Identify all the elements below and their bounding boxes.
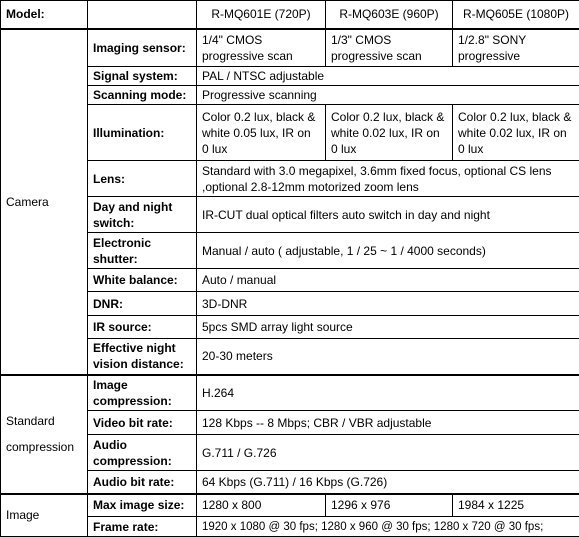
imaging-sensor-value-3: 1/2.8" SONY progressive <box>453 29 579 67</box>
white-balance-label: White balance: <box>88 269 197 292</box>
night-vision-distance-label: Effective night vision distance: <box>88 339 197 375</box>
row-night-vision-distance <box>1 339 579 375</box>
row-lens <box>1 161 579 197</box>
illumination-value-3: Color 0.2 lux, black & white 0.02 lux, IR on 0 lux <box>453 105 579 161</box>
electronic-shutter-value: Manual / auto ( adjustable, 1 / 25 ~ 1 / 4000 seconds) <box>197 233 579 269</box>
frame-rate-value: 1920 x 1080 @ 30 fps; 1280 x 960 @ 30 fps; 1280 x 720 @ 30 fps; <box>197 517 579 537</box>
group-label-camera: Camera <box>1 29 88 375</box>
day-night-label: Day and night switch: <box>88 197 197 233</box>
max-image-size-label: Max image size: <box>88 494 197 517</box>
group-label-standard: Standard <box>6 413 82 429</box>
audio-bit-rate-value: 64 Kbps (G.711) / 16 Kbps (G.726) <box>197 471 579 494</box>
day-night-value: IR-CUT dual optical filters auto switch in day and night <box>197 197 579 233</box>
max-image-size-value-2: 1296 x 976 <box>326 494 453 517</box>
audio-bit-rate-label: Audio bit rate: <box>88 471 197 494</box>
night-vision-distance-value: 20-30 meters <box>197 339 579 375</box>
model-name-2: R-MQ603E (960P) <box>326 1 453 29</box>
row-illumination <box>1 105 579 161</box>
image-compression-label: Image compression: <box>88 375 197 411</box>
model-name-3: R-MQ605E (1080P) <box>453 1 579 29</box>
header-row <box>1 1 579 29</box>
row-ir-source <box>1 316 579 339</box>
scanning-mode-label: Scanning mode: <box>88 86 197 105</box>
row-max-image-size <box>1 494 579 517</box>
ir-source-label: IR source: <box>88 316 197 339</box>
signal-system-label: Signal system: <box>88 67 197 86</box>
scanning-mode-value: Progressive scanning <box>197 86 579 105</box>
illumination-label: Illumination: <box>88 105 197 161</box>
row-signal-system <box>1 67 579 86</box>
group-label-compression: compression <box>6 439 82 455</box>
max-image-size-value-3: 1984 x 1225 <box>453 494 579 517</box>
signal-system-value: PAL / NTSC adjustable <box>197 67 579 86</box>
imaging-sensor-value-2: 1/3" CMOS progressive scan <box>326 29 453 67</box>
imaging-sensor-label: Imaging sensor: <box>88 29 197 67</box>
imaging-sensor-value-1: 1/4" CMOS progressive scan <box>197 29 326 67</box>
row-frame-rate <box>1 517 579 537</box>
row-imaging-sensor <box>1 29 579 67</box>
frame-rate-label: Frame rate: <box>88 517 197 537</box>
row-dnr <box>1 292 579 316</box>
group-label-image: Image <box>1 494 88 537</box>
row-audio-compression <box>1 435 579 471</box>
group-label-standard-compression <box>1 375 88 494</box>
row-white-balance <box>1 269 579 292</box>
audio-compression-label: Audio compression: <box>88 435 197 471</box>
row-day-night <box>1 197 579 233</box>
row-electronic-shutter <box>1 233 579 269</box>
dnr-value: 3D-DNR <box>197 292 579 316</box>
electronic-shutter-label: Electronic shutter: <box>88 233 197 269</box>
ir-source-value: 5pcs SMD array light source <box>197 316 579 339</box>
lens-label: Lens: <box>88 161 197 197</box>
video-bit-rate-value: 128 Kbps -- 8 Mbps; CBR / VBR adjustable <box>197 411 579 435</box>
row-scanning-mode <box>1 86 579 105</box>
model-label: Model: <box>1 1 88 29</box>
row-video-bit-rate <box>1 411 579 435</box>
max-image-size-value-1: 1280 x 800 <box>197 494 326 517</box>
lens-value: Standard with 3.0 megapixel, 3.6mm fixed focus, optional CS lens ,optional 2.8-12mm motorized zoom lens <box>197 161 579 197</box>
row-audio-bit-rate <box>1 471 579 494</box>
dnr-label: DNR: <box>88 292 197 316</box>
white-balance-value: Auto / manual <box>197 269 579 292</box>
row-image-compression <box>1 375 579 411</box>
image-compression-value: H.264 <box>197 375 579 411</box>
illumination-value-1: Color 0.2 lux, black & white 0.05 lux, IR on 0 lux <box>197 105 326 161</box>
model-name-1: R-MQ601E (720P) <box>197 1 326 29</box>
video-bit-rate-label: Video bit rate: <box>88 411 197 435</box>
audio-compression-value: G.711 / G.726 <box>197 435 579 471</box>
illumination-value-2: Color 0.2 lux, black & white 0.02 lux, IR on 0 lux <box>326 105 453 161</box>
